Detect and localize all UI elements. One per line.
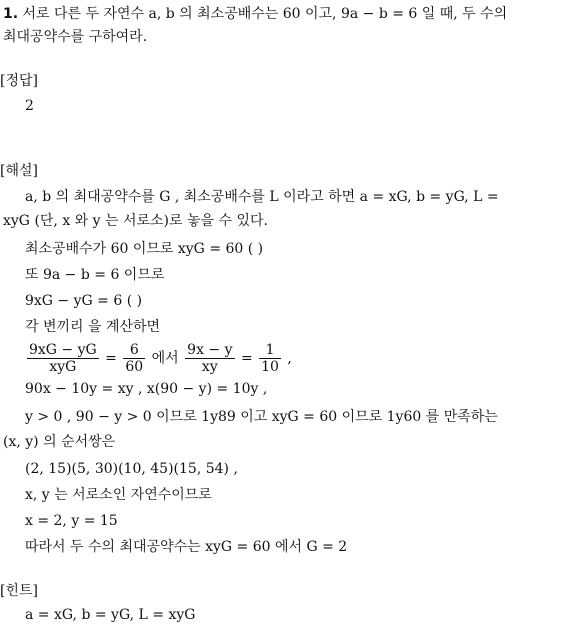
problem-text-1: 서로 다른 두 자연수 a, b 의 최소공배수는 60 이고, 9a − b = 6 일 때, 두 수의 xyxy=(22,6,508,22)
fraction-4-numerator: 1 xyxy=(259,342,281,359)
solution-line-1: a, b 의 최대공약수를 G , 최소공배수를 L 이라고 하면 a = xG, b = yG, L = xyxy=(25,189,499,205)
solution-line-6: 각 변끼리 을 계산하면 xyxy=(25,319,161,335)
fraction-2-denominator: 60 xyxy=(125,359,144,375)
fraction-4-denominator: 10 xyxy=(261,359,279,375)
solution-line-13: x = 2, y = 15 xyxy=(25,513,118,529)
fraction-4 xyxy=(259,342,281,375)
fraction-1-denominator: xyG xyxy=(49,359,77,375)
solution-line-12: x, y 는 서로소인 자연수이므로 xyxy=(25,487,212,503)
solution-header: [해설] xyxy=(0,163,38,179)
problem-number: 1. xyxy=(3,6,19,22)
equals-1: = xyxy=(105,350,117,367)
solution-line-8: 90x − 10y = xy , x(90 − y) = 10y , xyxy=(25,381,268,397)
problem-line-2: 최대공약수를 구하여라. xyxy=(3,29,148,45)
problem-line-1 xyxy=(3,5,507,23)
fraction-tail: , xyxy=(287,350,292,367)
hint-line-1: a = xG, b = yG, L = xyG xyxy=(25,607,196,623)
solution-line-5: 9xG − yG = 6 ( ) xyxy=(25,293,143,309)
fraction-connector: 에서 xyxy=(151,350,179,367)
solution-line-2: xyG (단, x 와 y 는 서로소)로 놓을 수 있다. xyxy=(3,213,268,229)
fraction-1 xyxy=(27,342,99,375)
fraction-2-numerator: 6 xyxy=(123,342,145,359)
fraction-1-numerator: 9xG − yG xyxy=(29,342,97,358)
solution-line-10: (x, y) 의 순서쌍은 xyxy=(3,434,116,450)
solution-line-4: 또 9a − b = 6 이므로 xyxy=(25,267,165,283)
answer-value: 2 xyxy=(25,98,34,114)
fraction-3 xyxy=(185,342,234,375)
hint-header: [힌트] xyxy=(0,583,38,599)
solution-line-14: 따라서 두 수의 최대공약수는 xyG = 60 에서 G = 2 xyxy=(25,539,348,555)
fraction-2 xyxy=(123,342,145,375)
solution-fraction-line xyxy=(25,342,292,375)
equals-2: = xyxy=(240,350,253,367)
solution-line-11: (2, 15)(5, 30)(10, 45)(15, 54) , xyxy=(25,461,238,477)
fraction-3-denominator: xy xyxy=(201,359,218,375)
solution-line-9: y > 0 , 90 − y > 0 이므로 1y89 이고 xyG = 60 이므로 1y60 를 만족하는 xyxy=(25,409,498,425)
solution-line-3: 최소공배수가 60 이므로 xyG = 60 ( ) xyxy=(25,241,264,257)
answer-header: [정답] xyxy=(0,73,38,89)
fraction-3-numerator: 9x − y xyxy=(187,342,233,358)
